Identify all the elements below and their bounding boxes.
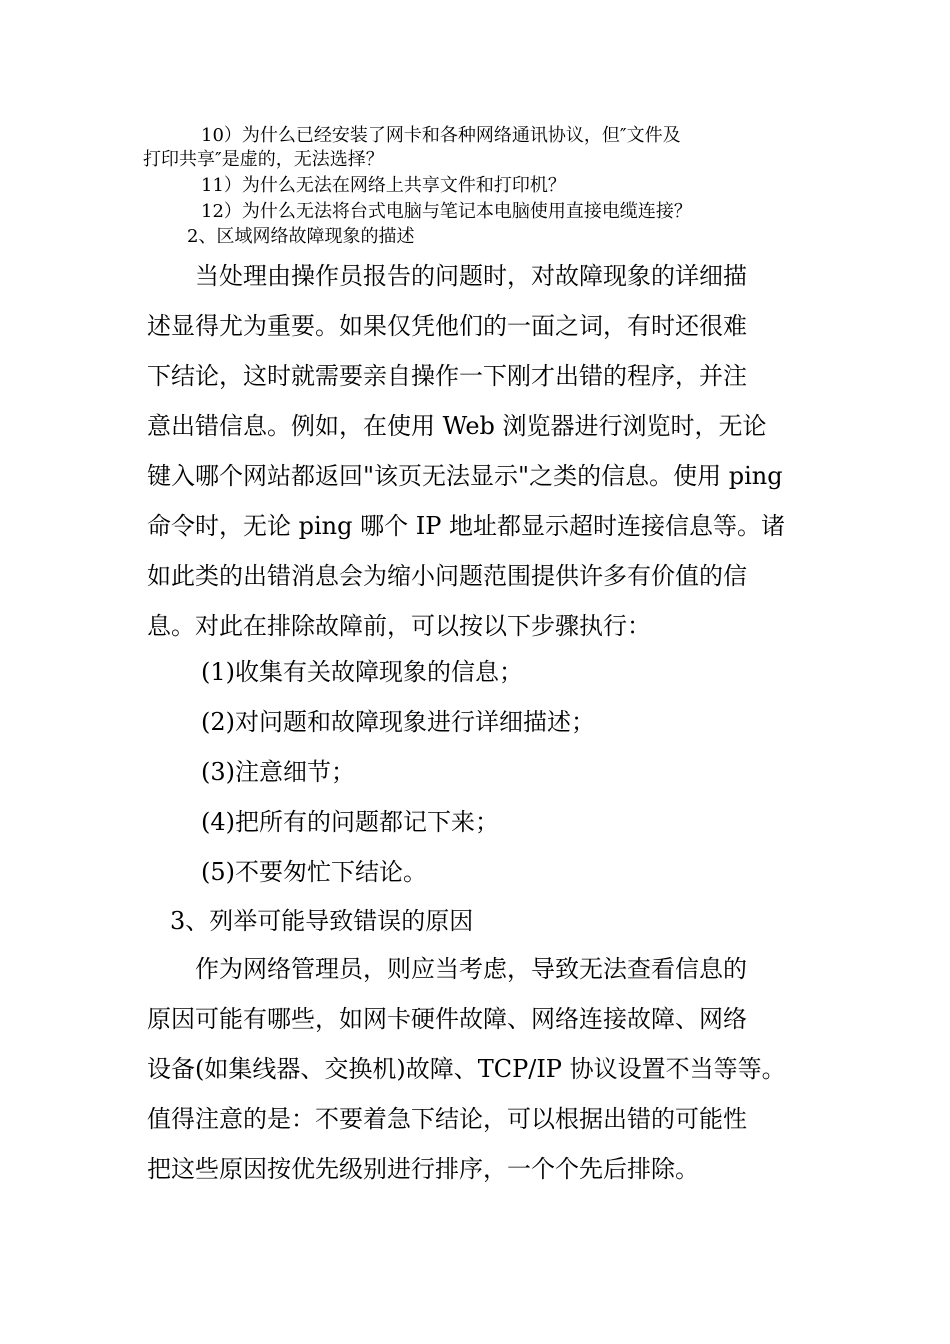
paragraph-line: 把这些原因按优先级别进行排序，一个个先后排除。 bbox=[147, 1155, 699, 1183]
paragraph-line: 键入哪个网站都返回"该页无法显示"之类的信息。使用 ping bbox=[147, 462, 783, 490]
paragraph-line: 息。对此在排除故障前，可以按以下步骤执行： bbox=[147, 612, 651, 640]
paragraph-line: 原因可能有哪些，如网卡硬件故障、网络连接故障、网络 bbox=[147, 1005, 747, 1033]
paragraph-line: 命令时，无论 ping 哪个 IP 地址都显示超时连接信息等。诸 bbox=[147, 512, 786, 540]
step-item: (4)把所有的问题都记下来； bbox=[201, 808, 499, 836]
paragraph-line: 如此类的出错消息会为缩小问题范围提供许多有价值的信 bbox=[147, 562, 747, 590]
question-10-line1: 10）为什么已经安装了网卡和各种网络通讯协议，但″文件及 bbox=[201, 125, 681, 146]
step-item: (3)注意细节； bbox=[201, 758, 355, 786]
step-item: (2)对问题和故障现象进行详细描述； bbox=[201, 708, 595, 736]
paragraph-line: 当处理由操作员报告的问题时，对故障现象的详细描 bbox=[195, 262, 747, 290]
paragraph-line: 述显得尤为重要。如果仅凭他们的一面之词，有时还很难 bbox=[147, 312, 747, 340]
section-2-paragraph bbox=[147, 251, 807, 651]
section-3-paragraph bbox=[147, 944, 807, 1194]
paragraph-line: 意出错信息。例如，在使用 Web 浏览器进行浏览时，无论 bbox=[147, 412, 767, 440]
paragraph-line: 下结论，这时就需要亲自操作一下刚才出错的程序，并注 bbox=[147, 362, 747, 390]
paragraph-line: 设备(如集线器、交换机)故障、TCP/IP 协议设置不当等等。 bbox=[147, 1055, 786, 1083]
question-12: 12）为什么无法将台式电脑与笔记本电脑使用直接电缆连接？ bbox=[201, 201, 692, 222]
step-item: (1)收集有关故障现象的信息； bbox=[201, 658, 523, 686]
paragraph-line: 作为网络管理员，则应当考虑，导致无法查看信息的 bbox=[195, 955, 747, 983]
section-2-heading: 2、区域网络故障现象的描述 bbox=[187, 226, 415, 247]
question-10-line2: 打印共享″是虚的，无法选择？ bbox=[143, 149, 384, 170]
step-item: (5)不要匆忙下结论。 bbox=[201, 858, 427, 886]
question-11: 11）为什么无法在网络上共享文件和打印机？ bbox=[201, 175, 566, 196]
paragraph-line: 值得注意的是：不要着急下结论，可以根据出错的可能性 bbox=[147, 1105, 747, 1133]
section-3-heading: 3、列举可能导致错误的原因 bbox=[170, 907, 474, 935]
